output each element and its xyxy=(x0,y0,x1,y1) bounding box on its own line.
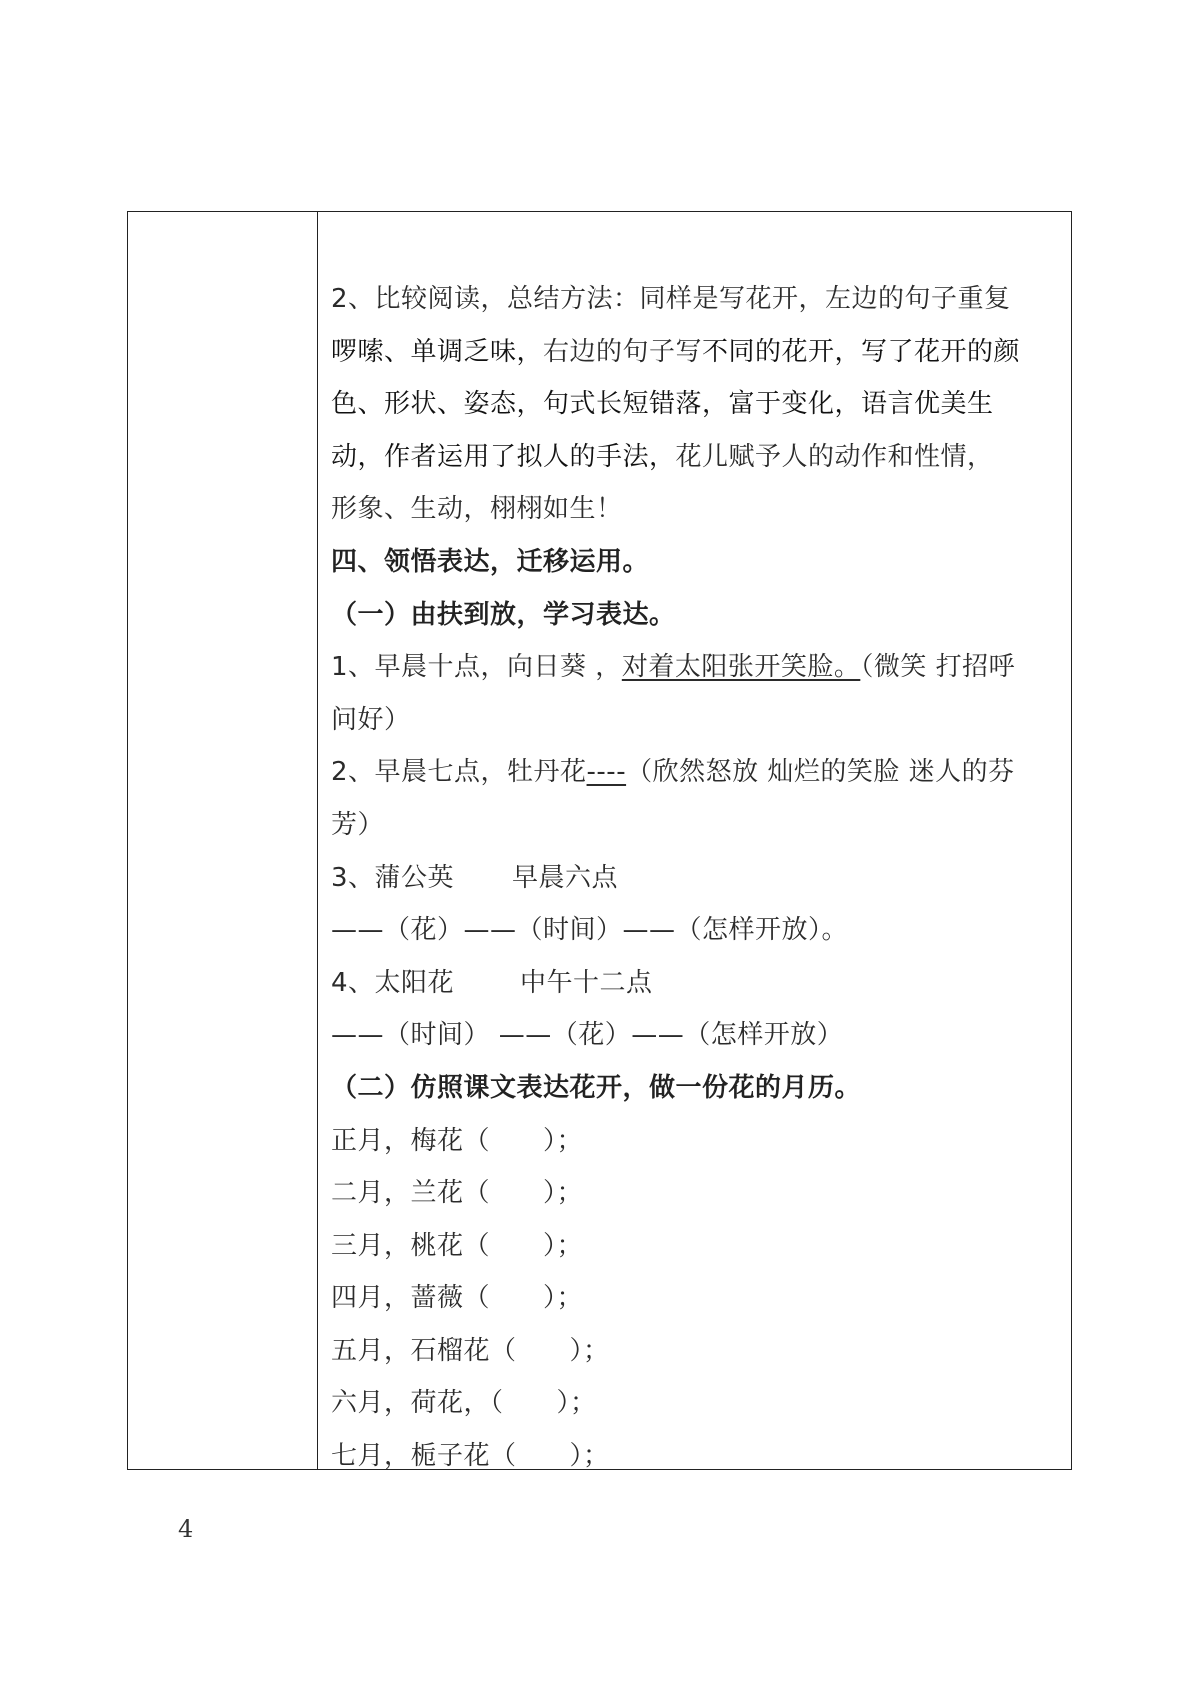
method-text: 色、形状、姿态，句式长短错落，富于变化，语言优美生 xyxy=(331,389,994,420)
exercise-4-pattern: ——（时间） ——（花）——（怎样开放） xyxy=(331,1020,844,1051)
exercise-3-pattern: ——（花）——（时间）——（怎样开放）。 xyxy=(331,915,849,946)
exercise-3 xyxy=(331,852,1063,905)
method-line-3 xyxy=(331,378,1063,431)
exercise-answer: 对着太阳张开笑脸。 xyxy=(621,652,861,683)
calendar-item: 五月，石榴花（ ）； xyxy=(331,1335,610,1366)
method-text: 花儿赋予人的动作和性情， xyxy=(675,441,994,472)
exercise-hint: （欣然怒放 灿烂的笑脸 迷人的芬 xyxy=(626,757,1015,788)
calendar-item: 六月，荷花，（ ）； xyxy=(331,1388,597,1419)
table-left-cell xyxy=(128,212,318,1469)
method-text: 啰嗦、单调乏味， xyxy=(331,336,544,367)
exercise-1-continued: 问好） xyxy=(331,704,411,735)
method-line-5 xyxy=(331,483,1063,536)
subsection-one-heading: （一）由扶到放，学习表达。 xyxy=(331,599,676,630)
method-text: 右边的句子写 xyxy=(543,336,703,367)
calendar-item: 四月，蔷薇（ ）； xyxy=(331,1283,584,1314)
method-text: 动，作者运用了拟人的手法， xyxy=(331,441,676,472)
section-four-heading: 四、领悟表达，迁移运用。 xyxy=(331,546,650,577)
method-line-1 xyxy=(331,273,1063,326)
page-number: 4 xyxy=(178,1515,194,1543)
exercise-time: 中午十二点 xyxy=(520,967,653,998)
calendar-item: 正月，梅花（ ）； xyxy=(331,1125,584,1156)
exercise-blank: ---- xyxy=(586,757,627,788)
calendar-item: 七月，栀子花（ ）； xyxy=(331,1441,610,1472)
exercise-prefix: 1、早晨十点，向日葵 ， xyxy=(331,652,622,683)
method-text: 形象、生动，栩栩如生！ xyxy=(331,494,623,525)
subsection-two-heading: （二）仿照课文表达花开，做一份花的月历。 xyxy=(331,1072,862,1103)
exercise-flower: 4、太阳花 xyxy=(331,967,455,998)
exercise-hint: （微笑 打招呼 xyxy=(860,652,1016,683)
exercise-4 xyxy=(331,957,1063,1010)
calendar-item: 三月，桃花（ ）； xyxy=(331,1230,584,1261)
method-line-2 xyxy=(331,326,1063,379)
exercise-1 xyxy=(331,641,1063,694)
exercise-2 xyxy=(331,746,1063,799)
exercise-flower: 3、蒲公英 xyxy=(331,862,455,893)
exercise-prefix: 2、早晨七点，牡丹花 xyxy=(331,757,587,788)
method-text: 不同的花开，写了花开的颜 xyxy=(702,336,1021,367)
method-line-4 xyxy=(331,431,1063,484)
exercise-2-continued: 芳） xyxy=(331,809,385,840)
exercise-time: 早晨六点 xyxy=(512,862,619,893)
lesson-table xyxy=(127,211,1072,1470)
calendar-item: 二月，兰花（ ）； xyxy=(331,1178,584,1209)
method-text: 2、比较阅读，总结方法：同样是写花开，左边的句子重复 xyxy=(331,284,1011,314)
table-right-cell xyxy=(318,212,1071,1472)
